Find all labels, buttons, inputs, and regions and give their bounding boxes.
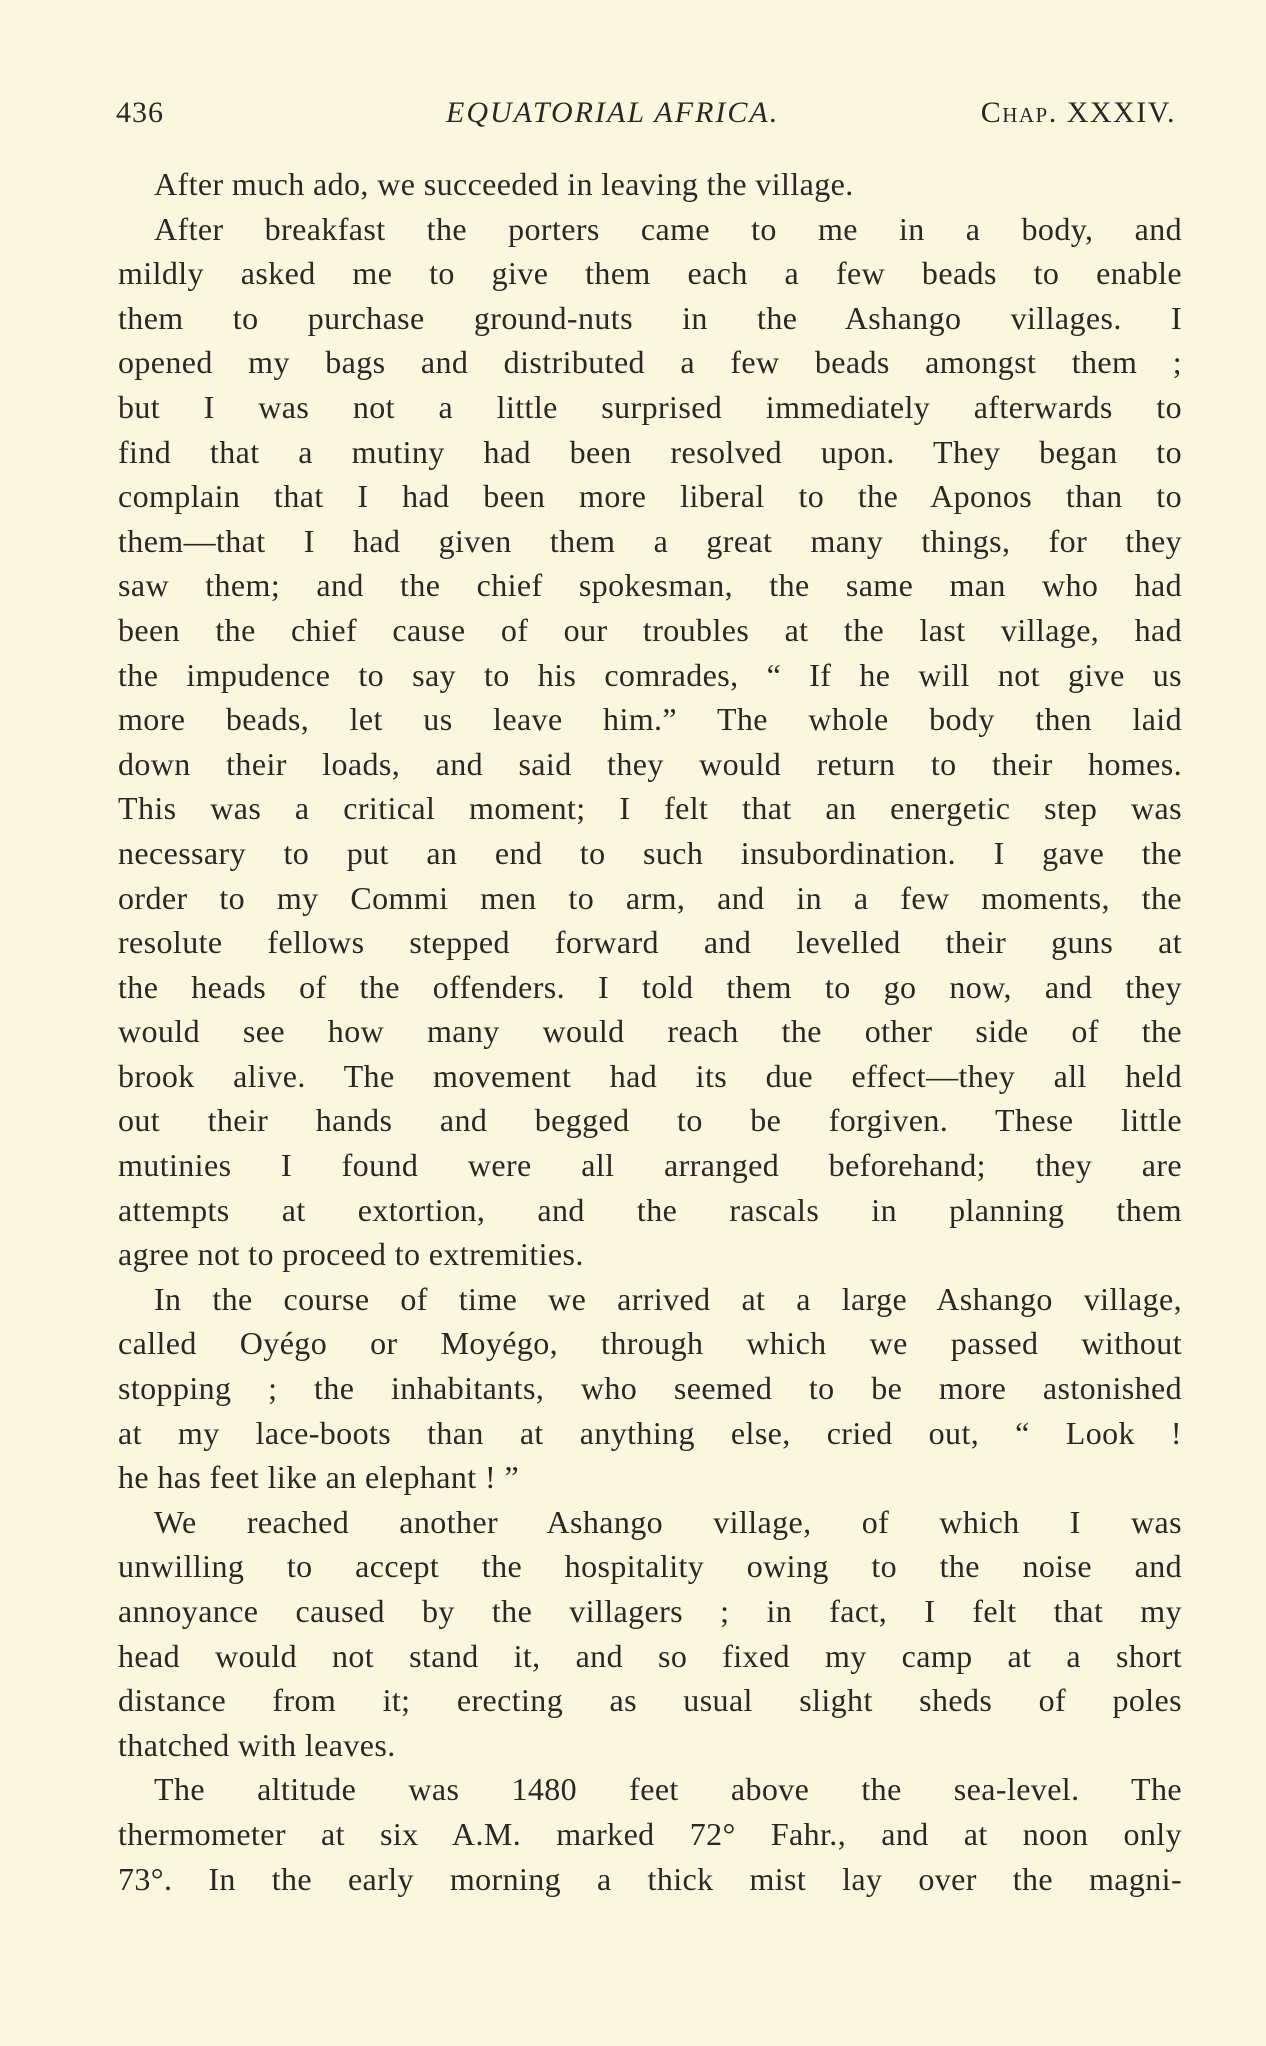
text-line: called Oyégo or Moyégo, through which we passed without: [118, 1325, 1182, 1362]
text-line: them—that I had given them a great many things, for they: [118, 522, 1182, 559]
text-line: attempts at extortion, and the rascals in planning them: [118, 1191, 1182, 1228]
text-line: would see how many would reach the other side of the: [118, 1013, 1182, 1050]
text-line: necessary to put an end to such insubordination. I gave the: [118, 834, 1182, 871]
text-line: distance from it; erecting as usual slight sheds of poles: [118, 1682, 1182, 1719]
text-line: the heads of the offenders. I told them to go now, and they: [118, 968, 1182, 1005]
text-line: head would not stand it, and so fixed my camp at a short: [118, 1637, 1182, 1674]
text-line: down their loads, and said they would return to their homes.: [118, 745, 1182, 782]
chapter-label: Chap. XXXIV.: [980, 96, 1176, 129]
text-line: annoyance caused by the villagers ; in fact, I felt that my: [118, 1593, 1182, 1629]
text-line: mildly asked me to give them each a few beads to enable: [118, 255, 1182, 292]
text-line: unwilling to accept the hospitality owing to the noise and: [118, 1548, 1182, 1585]
text-line: order to my Commi men to arm, and in a few moments, the: [118, 879, 1182, 916]
text-line: This was a critical moment; I felt that an energetic step was: [118, 790, 1182, 827]
text-line: out their hands and begged to be forgiven. These little: [118, 1102, 1182, 1139]
text-line: thermometer at six A.M. marked 72° Fahr., and at noon only: [118, 1815, 1182, 1852]
text-line: he has feet like an elephant ! ”: [118, 1459, 520, 1496]
text-line: find that a mutiny had been resolved upon. They began to: [118, 433, 1182, 470]
text-line: In the course of time we arrived at a large Ashango village,: [154, 1280, 1182, 1317]
text-line: but I was not a little surprised immediately afterwards to: [118, 388, 1182, 425]
body-text: [118, 162, 1182, 1901]
page-number: 436: [116, 96, 164, 129]
text-line: mutinies I found were all arranged beforehand; they are: [118, 1147, 1182, 1184]
text-line: more beads, let us leave him.” The whole body then laid: [118, 701, 1182, 738]
text-line: After breakfast the porters came to me in a body, and: [154, 210, 1182, 247]
text-line: been the chief cause of our troubles at the last village, had: [118, 611, 1182, 648]
page-header: [116, 96, 1176, 140]
text-line: We reached another Ashango village, of which I was: [154, 1503, 1182, 1540]
text-line: thatched with leaves.: [118, 1726, 396, 1763]
text-line: resolute fellows stepped forward and levelled their guns at: [118, 924, 1182, 961]
text-line: opened my bags and distributed a few beads amongst them ;: [118, 344, 1182, 381]
text-line: saw them; and the chief spokesman, the same man who had: [118, 567, 1182, 604]
text-line: The altitude was 1480 feet above the sea-level. The: [154, 1771, 1182, 1808]
text-line: them to purchase ground-nuts in the Ashango villages. I: [118, 299, 1182, 336]
text-line: the impudence to say to his comrades, “ If he will not give us: [118, 656, 1182, 693]
text-line: complain that I had been more liberal to the Aponos than to: [118, 478, 1182, 515]
text-line: After much ado, we succeeded in leaving the village.: [154, 166, 854, 202]
text-line: 73°. In the early morning a thick mist lay over the magni-: [118, 1860, 1182, 1897]
text-line: agree not to proceed to extremities.: [118, 1236, 584, 1273]
running-title: EQUATORIAL AFRICA.: [446, 96, 780, 129]
text-line: at my lace-boots than at anything else, cried out, “ Look !: [118, 1414, 1182, 1451]
text-line: stopping ; the inhabitants, who seemed to be more astonished: [118, 1370, 1182, 1407]
text-line: brook alive. The movement had its due effect—they all held: [118, 1057, 1182, 1094]
